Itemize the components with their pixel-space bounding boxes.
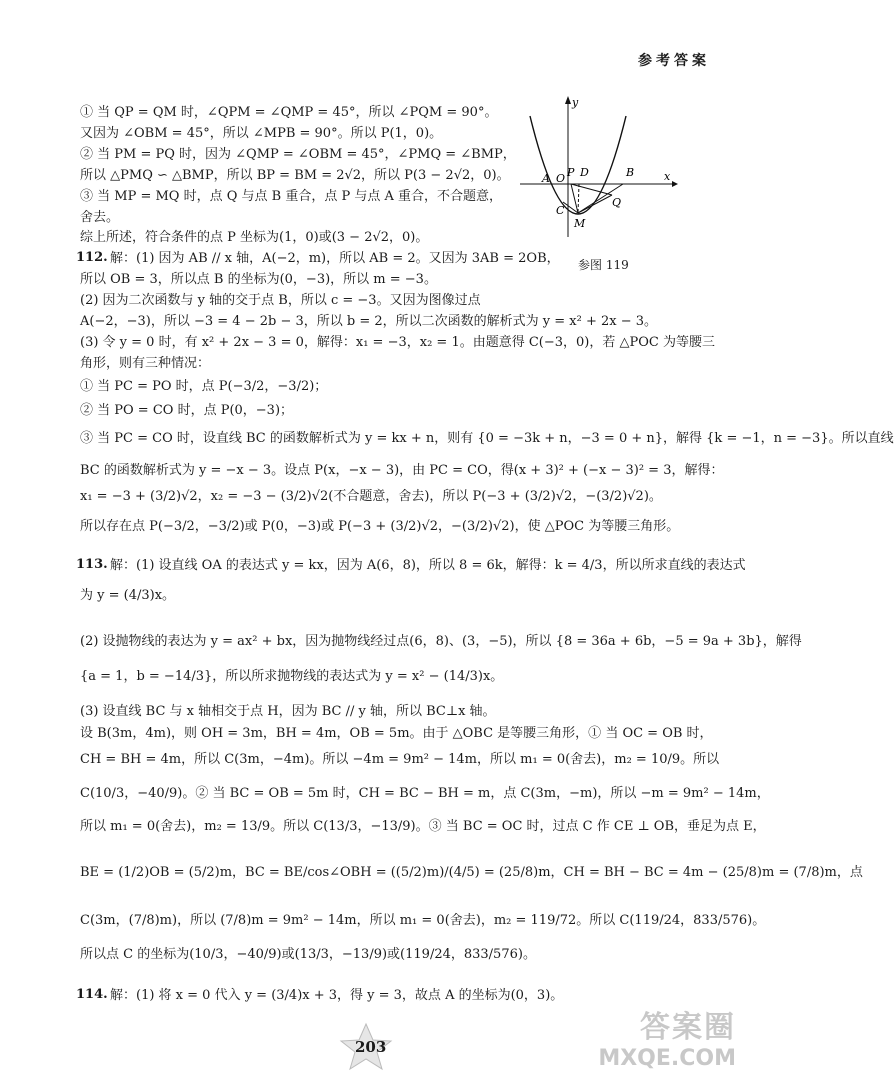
text-line: 所以存在点 P(−3/2，−3/2)或 P(0，−3)或 P(−3 + (3/2)√2，−(3/2)√2)，使 △POC 为等腰三角形。 [80, 519, 680, 534]
label-o: O [556, 172, 566, 185]
text-line: ② 当 PO = CO 时，点 P(0，−3)； [80, 403, 294, 418]
label-d: D [580, 166, 589, 179]
text-line: (2) 设抛物线的表达为 y = ax² + bx，因为抛物线经过点(6，8)、(3，−5)，所以 {8 = 36a + 6b，−5 = 9a + 3b}，解得 [80, 634, 802, 649]
text-line: 解：(1) 设直线 OA 的表达式 y = kx，因为 A(6，8)，所以 8 = 6k，解得：k = 4/3，所以所求直线的表达式 [110, 558, 746, 573]
label-q: Q [612, 196, 622, 209]
text-line: CH = BH = 4m，所以 C(3m，−4m)。所以 −4m = 9m² − 14m，所以 m₁ = 0(舍去)，m₂ = 10/9。所以 [80, 752, 720, 767]
figure-caption: 参图 119 [578, 258, 629, 272]
parabola-figure [512, 92, 680, 242]
text-line: 所以 △PMQ ∽ △BMP，所以 BP = BM = 2√2，所以 P(3 − 2√2，0)。 [80, 168, 510, 183]
text-line: 所以 m₁ = 0(舍去)，m₂ = 13/9。所以 C(13/3，−13/9)。③ 当 BC = OC 时，过点 C 作 CE ⊥ OB，垂足为点 E， [80, 819, 766, 834]
text-line: ③ 当 MP = MQ 时，点 Q 与点 B 重合，点 P 与点 A 重合，不合题意， [80, 189, 502, 204]
watermark [598, 1002, 736, 1071]
text-line: 设 B(3m，4m)，则 OH = 3m，BH = 4m，OB = 5m。由于 △OBC 是等腰三角形，① 当 OC = OB 时， [80, 726, 713, 741]
label-x: x [664, 170, 671, 183]
text-line: 所以 OB = 3，所以点 B 的坐标为(0，−3)，所以 m = −3。 [80, 272, 437, 287]
label-m: M [574, 217, 586, 230]
text-line: ② 当 PM = PQ 时，因为 ∠QMP = ∠OBM = 45°，∠PMQ = ∠BMP， [80, 147, 516, 162]
text-line: 为 y = (4/3)x。 [80, 588, 176, 603]
text-line: (2) 因为二次函数与 y 轴的交于点 B，所以 c = −3。又因为图像过点 [80, 293, 481, 308]
text-line: (3) 令 y = 0 时，有 x² + 2x − 3 = 0，解得：x₁ = −3，x₂ = 1。由题意得 C(−3，0)，若 △POC 为等腰三 [80, 335, 715, 350]
text-line: ① 当 PC = PO 时，点 P(−3/2，−3/2)； [80, 379, 328, 394]
text-line: x₁ = −3 + (3/2)√2，x₂ = −3 − (3/2)√2(不合题意，舍去)，所以 P(−3 + (3/2)√2，−(3/2)√2)。 [80, 489, 662, 504]
watermark-url: MXQE.COM [598, 1046, 736, 1071]
text-line: {a = 1，b = −14/3}，所以所求抛物线的表达式为 y = x² − (14/3)x。 [80, 669, 504, 684]
segment-pq [571, 184, 612, 195]
label-b: B [626, 166, 635, 179]
segment-mq [578, 195, 612, 213]
text-line: 角形，则有三种情况： [80, 356, 211, 371]
question-number-114: 114. [76, 987, 108, 1002]
watermark-text: 答案圈 [640, 1010, 736, 1045]
text-line: 综上所述，符合条件的点 P 坐标为(1，0)或(3 − 2√2，0)。 [80, 230, 429, 245]
page-number: 203 [355, 1038, 387, 1056]
text-line: 解：(1) 因为 AB // x 轴，A(−2，m)，所以 AB = 2。又因为 3AB = 2OB， [110, 251, 560, 266]
label-y: y [572, 96, 579, 109]
question-number-113: 113. [76, 557, 108, 572]
text-line: 又因为 ∠OBM = 45°，所以 ∠MPB = 90°。所以 P(1，0)。 [80, 126, 443, 141]
question-number-112: 112. [76, 250, 108, 265]
text-line: C(10/3，−40/9)。② 当 BC = OB = 5m 时，CH = BC − BH = m，点 C(3m，−m)，所以 −m = 9m² − 14m， [80, 786, 770, 801]
text-line: 舍去。 [80, 210, 120, 225]
text-line: (3) 设直线 BC 与 x 轴相交于点 H，因为 BC // y 轴，所以 BC⊥x 轴。 [80, 704, 496, 719]
text-line: BC 的函数解析式为 y = −x − 3。设点 P(x，−x − 3)，由 PC = CO，得(x + 3)² + (−x − 3)² = 3，解得： [80, 463, 724, 478]
x-axis-arrow [672, 181, 678, 187]
text-line: BE = (1/2)OB = (5/2)m，BC = BE/cos∠OBH = ((5/2)m)/(4/5) = (25/8)m，CH = BH − BC = 4m − (25/8)m = (7/8)m，点 [80, 865, 863, 880]
label-p: P [567, 166, 575, 179]
y-axis-arrow [565, 96, 571, 104]
text-line: 所以点 C 的坐标为(10/3，−40/9)或(13/3，−13/9)或(119/24，833/576)。 [80, 947, 536, 962]
text-line: C(3m，(7/8)m)，所以 (7/8)m = 9m² − 14m，所以 m₁ = 0(舍去)，m₂ = 119/72。所以 C(119/24，833/576)。 [80, 913, 766, 928]
label-a: A [542, 172, 550, 185]
running-header: 参考答案 [638, 53, 710, 69]
text-line: 解：(1) 将 x = 0 代入 y = (3/4)x + 3，得 y = 3，故点 A 的坐标为(0，3)。 [110, 988, 564, 1003]
text-line: ③ 当 PC = CO 时，设直线 BC 的函数解析式为 y = kx + n，则有 {0 = −3k + n，−3 = 0 + n}，解得 {k = −1，n = −3}。所以直线 [80, 431, 894, 446]
text-line: ① 当 QP = QM 时，∠QPM = ∠QMP = 45°，所以 ∠PQM = 90°。 [80, 105, 498, 120]
label-c: C [556, 204, 565, 217]
text-line: A(−2，−3)，所以 −3 = 4 − 2b − 3，所以 b = 2，所以二次函数的解析式为 y = x² + 2x − 3。 [80, 314, 658, 329]
segment-dm [578, 184, 579, 213]
